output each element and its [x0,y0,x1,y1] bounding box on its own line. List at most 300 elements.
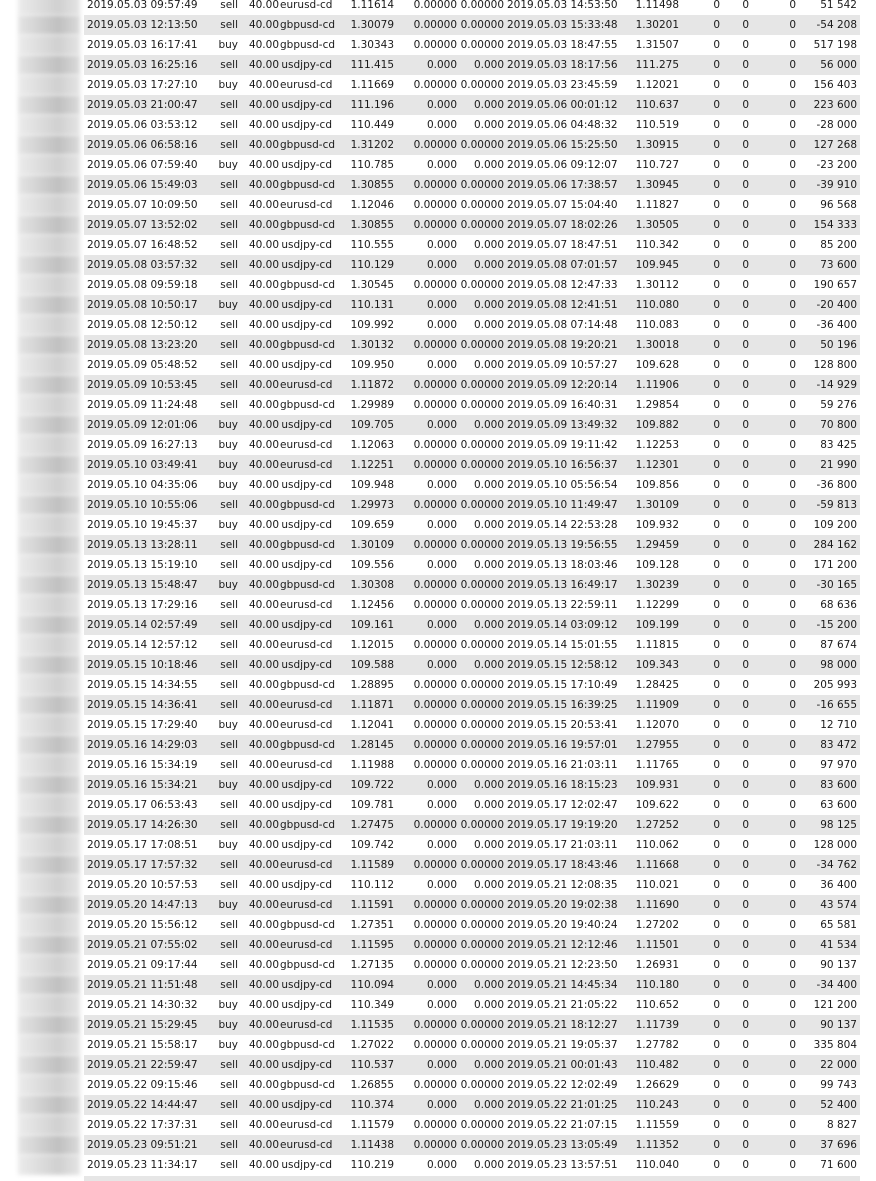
table-row [84,355,860,375]
type-cell: sell [220,199,238,211]
price-cell: 109.588 [350,659,394,671]
stop-loss-cell: 0.00000 [413,79,457,91]
stop-loss-cell: 0.00000 [413,339,457,351]
close-price-cell: 110.080 [635,299,679,311]
stop-loss-cell: 0.000 [426,419,457,431]
open-time-cell: 2019.05.23 11:34:17 [87,1159,198,1171]
item-cell: usdjpy-cd [281,779,332,791]
taxes-cell: 0 [742,559,749,571]
type-cell: sell [220,279,238,291]
redacted-ticket-cell [18,215,80,235]
stop-loss-cell: 0.000 [426,259,457,271]
item-cell: gbpusd-cd [280,19,336,31]
stop-loss-cell: 0.00000 [413,819,457,831]
stop-loss-cell: 0.00000 [413,899,457,911]
table-row [84,275,860,295]
stop-loss-cell: 0.00000 [413,219,457,231]
price-cell: 110.112 [350,879,394,891]
take-profit-cell: 0.00000 [460,959,504,971]
close-price-cell: 1.27782 [635,1039,679,1051]
size-cell: 40.00 [248,279,279,291]
table-row [84,155,860,175]
take-profit-cell: 0.00000 [460,579,504,591]
price-cell: 109.161 [350,619,394,631]
type-cell: sell [220,239,238,251]
type-cell: sell [220,699,238,711]
size-cell: 40.00 [248,939,279,951]
type-cell: sell [220,359,238,371]
take-profit-cell: 0.00000 [460,1139,504,1151]
item-cell: eurusd-cd [280,719,333,731]
close-price-cell: 109.945 [635,259,679,271]
profit-cell: 37 696 [820,1139,857,1151]
profit-cell: -34 400 [816,979,857,991]
open-time-cell: 2019.05.03 09:57:49 [87,0,198,11]
item-cell: gbpusd-cd [280,339,336,351]
commission-cell: 0 [713,159,720,171]
item-cell: usdjpy-cd [281,119,332,131]
size-cell: 40.00 [248,399,279,411]
table-row [84,635,860,655]
price-cell: 1.12456 [350,599,394,611]
price-cell: 1.26855 [350,1079,394,1091]
type-cell: sell [220,539,238,551]
redacted-ticket-cell [18,435,80,455]
close-time-cell: 2019.05.06 04:48:32 [507,119,618,131]
profit-cell: 63 600 [820,799,857,811]
take-profit-cell: 0.00000 [460,499,504,511]
redacted-ticket-cell [18,1055,80,1075]
stop-loss-cell: 0.00000 [413,139,457,151]
profit-cell: 98 000 [820,659,857,671]
size-cell: 40.00 [248,619,279,631]
price-cell: 1.27475 [350,819,394,831]
commission-cell: 0 [713,539,720,551]
open-time-cell: 2019.05.08 13:23:20 [87,339,198,351]
table-row [84,975,860,995]
swap-cell: 0 [789,699,796,711]
take-profit-cell: 0.000 [473,659,504,671]
taxes-cell: 0 [742,939,749,951]
redacted-ticket-cell [18,355,80,375]
taxes-cell: 0 [742,219,749,231]
size-cell: 40.00 [248,579,279,591]
table-row [84,855,860,875]
type-cell: sell [220,1139,238,1151]
size-cell: 40.00 [248,299,279,311]
table-row [84,55,860,75]
close-price-cell: 109.856 [635,479,679,491]
type-cell: buy [218,1039,238,1051]
type-cell: sell [220,379,238,391]
table-row [84,1075,860,1095]
take-profit-cell: 0.00000 [460,399,504,411]
table-row [84,315,860,335]
stop-loss-cell: 0.00000 [413,699,457,711]
type-cell: sell [220,619,238,631]
close-time-cell: 2019.05.13 22:59:11 [507,599,618,611]
open-time-cell: 2019.05.06 15:49:03 [87,179,198,191]
size-cell: 40.00 [248,179,279,191]
size-cell: 40.00 [248,839,279,851]
swap-cell: 0 [789,599,796,611]
item-cell: gbpusd-cd [280,819,336,831]
price-cell: 109.781 [350,799,394,811]
price-cell: 109.948 [350,479,394,491]
size-cell: 40.00 [248,19,279,31]
close-time-cell: 2019.05.09 10:57:27 [507,359,618,371]
type-cell: buy [218,39,238,51]
open-time-cell: 2019.05.07 16:48:52 [87,239,198,251]
taxes-cell: 0 [742,1059,749,1071]
size-cell: 40.00 [248,439,279,451]
close-price-cell: 1.27252 [635,819,679,831]
commission-cell: 0 [713,779,720,791]
close-price-cell: 110.482 [635,1059,679,1071]
item-cell: gbpusd-cd [280,219,336,231]
stop-loss-cell: 0.000 [426,159,457,171]
redacted-ticket-cell [18,1075,80,1095]
type-cell: sell [220,1099,238,1111]
price-cell: 1.11871 [350,699,394,711]
stop-loss-cell: 0.00000 [413,599,457,611]
swap-cell: 0 [789,1019,796,1031]
swap-cell: 0 [789,919,796,931]
commission-cell: 0 [713,819,720,831]
item-cell: eurusd-cd [280,1019,333,1031]
redacted-ticket-cell [18,835,80,855]
commission-cell: 0 [713,559,720,571]
open-time-cell: 2019.05.13 13:28:11 [87,539,198,551]
swap-cell: 0 [789,759,796,771]
open-time-cell: 2019.05.13 15:19:10 [87,559,198,571]
size-cell: 40.00 [248,539,279,551]
stop-loss-cell: 0.00000 [413,1079,457,1091]
item-cell: usdjpy-cd [281,319,332,331]
redacted-ticket-cell [18,1035,80,1055]
take-profit-cell: 0.000 [473,779,504,791]
open-time-cell: 2019.05.09 11:24:48 [87,399,198,411]
open-time-cell: 2019.05.09 16:27:13 [87,439,198,451]
table-row [84,495,860,515]
commission-cell: 0 [713,679,720,691]
close-time-cell: 2019.05.06 15:25:50 [507,139,618,151]
type-cell: buy [218,479,238,491]
redacted-ticket-cell [18,115,80,135]
close-price-cell: 1.12301 [635,459,679,471]
table-row [84,1015,860,1035]
close-price-cell: 110.062 [635,839,679,851]
taxes-cell: 0 [742,1139,749,1151]
stop-loss-cell: 0.000 [426,299,457,311]
price-cell: 110.537 [350,1059,394,1071]
profit-cell: -30 165 [816,579,857,591]
redacted-ticket-cell [18,375,80,395]
take-profit-cell: 0.00000 [460,39,504,51]
take-profit-cell: 0.00000 [460,919,504,931]
taxes-cell: 0 [742,379,749,391]
commission-cell: 0 [713,359,720,371]
table-bottom-edge [84,1176,860,1181]
close-time-cell: 2019.05.21 21:05:22 [507,999,618,1011]
take-profit-cell: 0.00000 [460,339,504,351]
redacted-ticket-cell [18,415,80,435]
close-time-cell: 2019.05.22 21:01:25 [507,1099,618,1111]
stop-loss-cell: 0.000 [426,59,457,71]
swap-cell: 0 [789,619,796,631]
item-cell: usdjpy-cd [281,979,332,991]
open-time-cell: 2019.05.13 15:48:47 [87,579,198,591]
close-price-cell: 110.180 [635,979,679,991]
redacted-ticket-cell [18,55,80,75]
price-cell: 110.131 [350,299,394,311]
commission-cell: 0 [713,59,720,71]
profit-cell: -59 813 [816,499,857,511]
taxes-cell: 0 [742,719,749,731]
size-cell: 40.00 [248,219,279,231]
taxes-cell: 0 [742,419,749,431]
item-cell: usdjpy-cd [281,1159,332,1171]
redacted-ticket-cell [18,735,80,755]
type-cell: sell [220,979,238,991]
take-profit-cell: 0.00000 [460,939,504,951]
taxes-cell: 0 [742,519,749,531]
taxes-cell: 0 [742,159,749,171]
open-time-cell: 2019.05.15 17:29:40 [87,719,198,731]
table-row [84,995,860,1015]
close-time-cell: 2019.05.09 16:40:31 [507,399,618,411]
price-cell: 110.449 [350,119,394,131]
profit-cell: -34 762 [816,859,857,871]
close-price-cell: 110.342 [635,239,679,251]
taxes-cell: 0 [742,579,749,591]
close-time-cell: 2019.05.14 15:01:55 [507,639,618,651]
stop-loss-cell: 0.00000 [413,739,457,751]
price-cell: 1.30855 [350,219,394,231]
open-time-cell: 2019.05.03 12:13:50 [87,19,198,31]
profit-cell: 12 710 [820,719,857,731]
table-row [84,775,860,795]
profit-cell: 83 425 [820,439,857,451]
close-time-cell: 2019.05.03 23:45:59 [507,79,618,91]
profit-cell: 90 137 [820,959,857,971]
item-cell: usdjpy-cd [281,419,332,431]
open-time-cell: 2019.05.21 15:58:17 [87,1039,198,1051]
close-time-cell: 2019.05.17 12:02:47 [507,799,618,811]
size-cell: 40.00 [248,1139,279,1151]
table-row [84,215,860,235]
size-cell: 40.00 [248,699,279,711]
swap-cell: 0 [789,579,796,591]
swap-cell: 0 [789,679,796,691]
stop-loss-cell: 0.00000 [413,859,457,871]
price-cell: 109.722 [350,779,394,791]
price-cell: 1.27135 [350,959,394,971]
close-time-cell: 2019.05.22 12:02:49 [507,1079,618,1091]
type-cell: sell [220,679,238,691]
close-time-cell: 2019.05.03 15:33:48 [507,19,618,31]
type-cell: sell [220,799,238,811]
close-time-cell: 2019.05.06 00:01:12 [507,99,618,111]
size-cell: 40.00 [248,479,279,491]
close-time-cell: 2019.05.08 19:20:21 [507,339,618,351]
close-price-cell: 1.30915 [635,139,679,151]
open-time-cell: 2019.05.09 05:48:52 [87,359,198,371]
price-cell: 1.27351 [350,919,394,931]
size-cell: 40.00 [248,379,279,391]
take-profit-cell: 0.000 [473,479,504,491]
take-profit-cell: 0.00000 [460,899,504,911]
stop-loss-cell: 0.000 [426,659,457,671]
swap-cell: 0 [789,999,796,1011]
price-cell: 109.742 [350,839,394,851]
redacted-ticket-cell [18,775,80,795]
size-cell: 40.00 [248,979,279,991]
close-time-cell: 2019.05.21 12:08:35 [507,879,618,891]
table-row [84,915,860,935]
price-cell: 1.30855 [350,179,394,191]
table-row [84,1095,860,1115]
swap-cell: 0 [789,539,796,551]
redacted-ticket-cell [18,635,80,655]
item-cell: gbpusd-cd [280,139,336,151]
size-cell: 40.00 [248,519,279,531]
stop-loss-cell: 0.00000 [413,1039,457,1051]
open-time-cell: 2019.05.17 14:26:30 [87,819,198,831]
close-price-cell: 1.28425 [635,679,679,691]
close-price-cell: 109.882 [635,419,679,431]
size-cell: 40.00 [248,759,279,771]
close-price-cell: 1.12070 [635,719,679,731]
close-price-cell: 1.31507 [635,39,679,51]
close-time-cell: 2019.05.15 17:10:49 [507,679,618,691]
table-row [84,95,860,115]
commission-cell: 0 [713,219,720,231]
taxes-cell: 0 [742,779,749,791]
redacted-ticket-cell [18,675,80,695]
take-profit-cell: 0.00000 [460,279,504,291]
close-time-cell: 2019.05.03 18:17:56 [507,59,618,71]
commission-cell: 0 [713,699,720,711]
commission-cell: 0 [713,259,720,271]
open-time-cell: 2019.05.10 04:35:06 [87,479,198,491]
open-time-cell: 2019.05.08 03:57:32 [87,259,198,271]
size-cell: 40.00 [248,739,279,751]
size-cell: 40.00 [248,899,279,911]
profit-cell: 87 674 [820,639,857,651]
swap-cell: 0 [789,79,796,91]
price-cell: 1.12063 [350,439,394,451]
stop-loss-cell: 0.00000 [413,0,457,11]
item-cell: usdjpy-cd [281,879,332,891]
size-cell: 40.00 [248,419,279,431]
item-cell: gbpusd-cd [280,539,336,551]
open-time-cell: 2019.05.10 03:49:41 [87,459,198,471]
taxes-cell: 0 [742,859,749,871]
type-cell: sell [220,659,238,671]
take-profit-cell: 0.00000 [460,19,504,31]
type-cell: sell [220,859,238,871]
commission-cell: 0 [713,1099,720,1111]
close-price-cell: 1.11765 [635,759,679,771]
close-time-cell: 2019.05.16 21:03:11 [507,759,618,771]
commission-cell: 0 [713,579,720,591]
open-time-cell: 2019.05.21 22:59:47 [87,1059,198,1071]
profit-cell: 127 268 [813,139,857,151]
redacted-ticket-cell [18,175,80,195]
swap-cell: 0 [789,319,796,331]
table-row [84,1155,860,1175]
price-cell: 110.094 [350,979,394,991]
item-cell: eurusd-cd [280,699,333,711]
stop-loss-cell: 0.00000 [413,499,457,511]
redacted-ticket-cell [18,1115,80,1135]
type-cell: sell [220,19,238,31]
type-cell: sell [220,339,238,351]
take-profit-cell: 0.00000 [460,139,504,151]
redacted-ticket-cell [18,695,80,715]
price-cell: 1.30545 [350,279,394,291]
price-cell: 1.12046 [350,199,394,211]
profit-cell: 99 743 [820,1079,857,1091]
type-cell: buy [218,439,238,451]
redacted-ticket-cell [18,495,80,515]
close-price-cell: 1.30505 [635,219,679,231]
close-time-cell: 2019.05.15 12:58:12 [507,659,618,671]
take-profit-cell: 0.00000 [460,1119,504,1131]
commission-cell: 0 [713,719,720,731]
type-cell: sell [220,119,238,131]
close-price-cell: 1.11909 [635,699,679,711]
commission-cell: 0 [713,839,720,851]
stop-loss-cell: 0.00000 [413,179,457,191]
close-price-cell: 110.727 [635,159,679,171]
open-time-cell: 2019.05.15 14:34:55 [87,679,198,691]
taxes-cell: 0 [742,99,749,111]
swap-cell: 0 [789,879,796,891]
stop-loss-cell: 0.00000 [413,639,457,651]
size-cell: 40.00 [248,59,279,71]
take-profit-cell: 0.000 [473,1099,504,1111]
close-time-cell: 2019.05.07 15:04:40 [507,199,618,211]
swap-cell: 0 [789,859,796,871]
swap-cell: 0 [789,939,796,951]
swap-cell: 0 [789,1159,796,1171]
taxes-cell: 0 [742,599,749,611]
table-row [84,0,860,15]
redacted-ticket-cell [18,655,80,675]
profit-cell: 171 200 [813,559,857,571]
taxes-cell: 0 [742,959,749,971]
type-cell: sell [220,879,238,891]
type-cell: buy [218,779,238,791]
table-row [84,115,860,135]
take-profit-cell: 0.00000 [460,719,504,731]
open-time-cell: 2019.05.14 12:57:12 [87,639,198,651]
close-time-cell: 2019.05.21 12:12:46 [507,939,618,951]
close-time-cell: 2019.05.08 12:47:33 [507,279,618,291]
close-time-cell: 2019.05.13 19:56:55 [507,539,618,551]
swap-cell: 0 [789,119,796,131]
redacted-ticket-cell [18,155,80,175]
redacted-ticket-cell [18,235,80,255]
type-cell: sell [220,1159,238,1171]
price-cell: 1.11988 [350,759,394,771]
swap-cell: 0 [789,439,796,451]
open-time-cell: 2019.05.08 12:50:12 [87,319,198,331]
open-time-cell: 2019.05.07 10:09:50 [87,199,198,211]
close-price-cell: 1.30109 [635,499,679,511]
